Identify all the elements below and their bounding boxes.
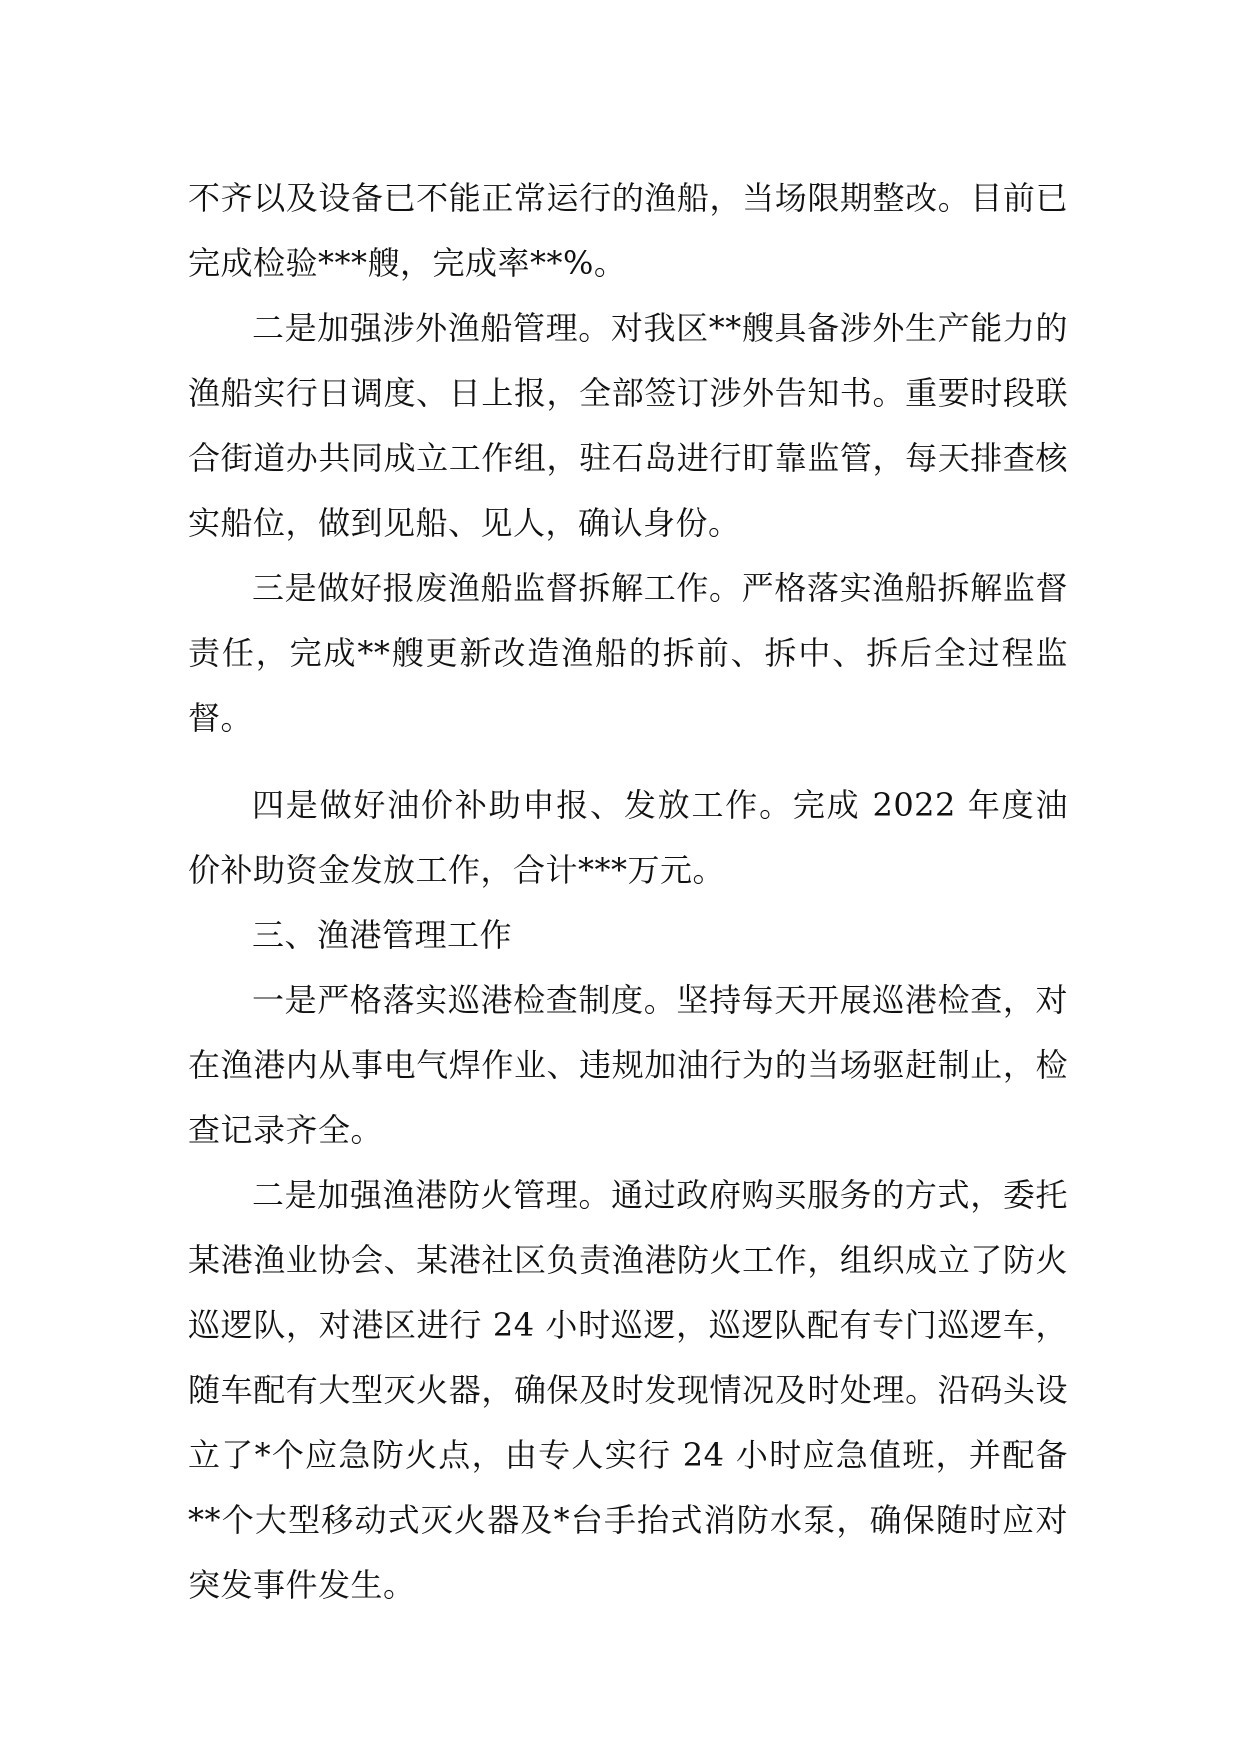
paragraph-port-inspection: 一是严格落实巡港检查制度。坚持每天开展巡港检查，对在渔港内从事电气焊作业、违规加油行为的当场驱赶制止，检查记录齐全。 (188, 981, 1068, 1149)
paragraph-scrapped-vessel-dismantling: 三是做好报废渔船监督拆解工作。严格落实渔船拆解监督责任，完成**艘更新改造渔船的拆前、拆中、拆后全过程监督。 (188, 569, 1068, 737)
paragraph-continuation: 不齐以及设备已不能正常运行的渔船，当场限期整改。目前已完成检验***艘，完成率**%。 (188, 179, 1068, 282)
paragraph-port-fire-prevention: 二是加强渔港防火管理。通过政府购买服务的方式，委托某港渔业协会、某港社区负责渔港防火工作，组织成立了防火巡逻队，对港区进行 24 小时巡逻，巡逻队配有专门巡逻车，随车配有大型灭火器，确保及时发现情况及时处理。沿码头设立了*个应急防火点，由专人实行 24 小时应急值班，并配备**个大型移动式灭火器及*台手抬式消防水泵，确保随时应对突发事件发生。 (188, 1176, 1068, 1604)
section-heading-fishing-port-management: 三、渔港管理工作 (252, 916, 513, 954)
document-body (188, 166, 1068, 1618)
paragraph-foreign-vessel-management: 二是加强涉外渔船管理。对我区**艘具备涉外生产能力的渔船实行日调度、日上报，全部签订涉外告知书。重要时段联合街道办共同成立工作组，驻石岛进行盯靠监管，每天排查核实船位，做到见船、见人，确认身份。 (188, 309, 1068, 542)
paragraph-fuel-subsidy: 四是做好油价补助申报、发放工作。完成 2022 年度油价补助资金发放工作，合计***万元。 (188, 786, 1068, 889)
